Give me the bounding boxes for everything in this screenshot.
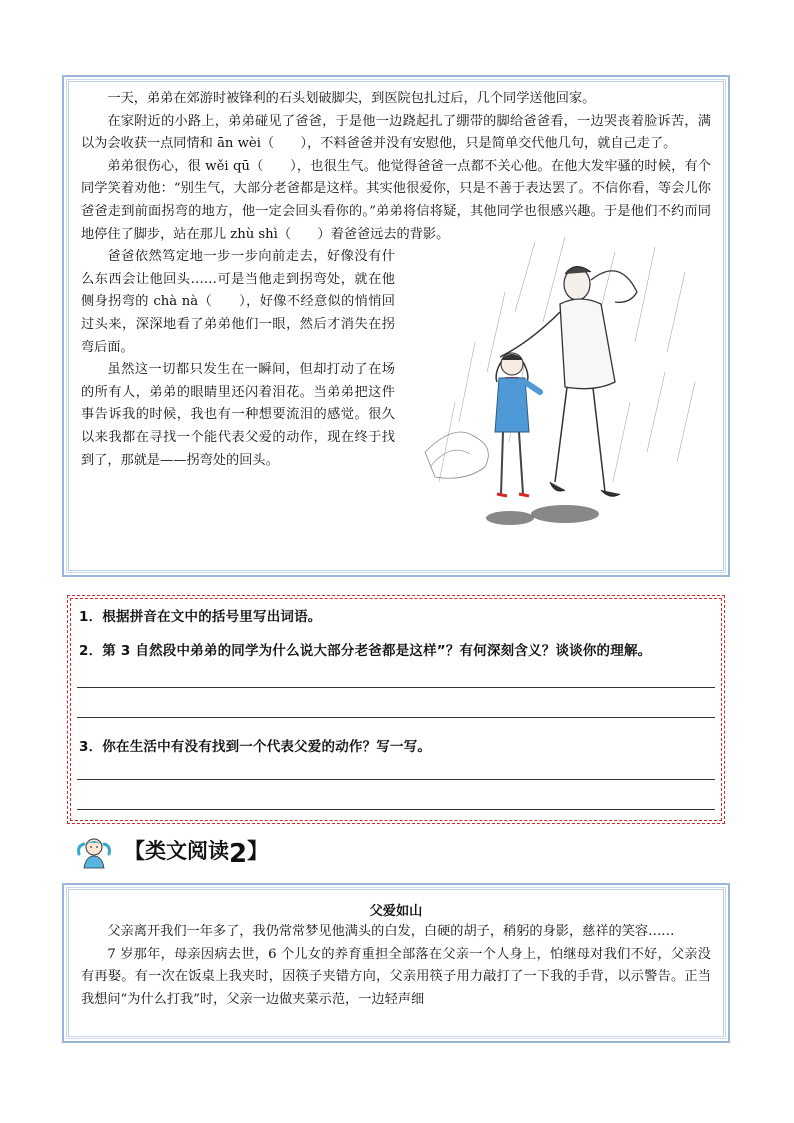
question-3: 3．你在生活中有没有找到一个代表父爱的动作？写一写。 [79, 739, 432, 755]
passage1-paragraph-1: 一天，弟弟在郊游时被锋利的石头划破脚尖，到医院包扎过后，几个同学送他回家。 [107, 91, 596, 106]
answer-line-2a[interactable] [77, 687, 715, 688]
questions-box [70, 598, 722, 821]
passage1-paragraph-2: 在家附近的小路上，弟弟碰见了爸爸，于是他一边跷起扎了绷带的脚给爸爸看，一边哭丧着脸诉苦，满以为会收获一点同情和 ān wèi（ ），不料爸爸并没有安慰他，只是简单交代他几句，就自己走了。 [81, 113, 711, 152]
father-child-illustration [415, 232, 715, 532]
passage-box-2 [62, 883, 730, 1043]
passage-box-1 [62, 75, 730, 577]
passage1-paragraph-5: 虽然这一切都只发生在一瞬间，但却打动了在场的所有人，弟弟的眼睛里还闪着泪花。当弟弟把这件事告诉我的时候，我也有一种想要流泪的感觉。很久以来我都在寻找一个能代表父爱的动作，现在终于找到了，那就是——拐弯处的回头。 [81, 362, 395, 468]
answer-line-3a[interactable] [77, 779, 715, 780]
answer-line-3b[interactable] [77, 809, 715, 810]
student-avatar-icon [72, 834, 116, 870]
passage2-title: 父爱如山 [369, 904, 423, 919]
passage1-paragraph-3: 弟弟很伤心，很 wěi qū（ ），也很生气。他觉得爸爸一点都不关心他。在他大发牢骚的时候，有个同学笑着劝他：“别生气，大部分老爸都是这样。其实他很爱你，只是不善于表达罢了。不信你看，等会儿你爸爸走到前面拐弯的地方，他一定会回头看你的。”弟弟将信将疑，其他同学也很感兴趣。于是他们不约而同地停住了脚步，站在那儿 zhù shì（ ）着爸爸远去的背影。 [81, 158, 711, 242]
section-2-title: 【类文阅读2】 [124, 839, 269, 869]
passage1-paragraph-4: 爸爸依然笃定地一步一步向前走去，好像没有什么东西会让他回头……可是当他走到拐弯处，就在他侧身拐弯的 chà nà（ ），好像不经意似的悄悄回过头来，深深地看了弟弟他们一眼，然后才消失在拐弯后面。 [81, 249, 395, 355]
question-1: 1．根据拼音在文中的括号里写出词语。 [79, 609, 322, 625]
question-2: 2．第 3 自然段中弟弟的同学为什么说大部分老爸都是这样”？有何深刻含义？谈谈你的理解。 [79, 643, 652, 659]
passage-box-2-inner [68, 889, 724, 1037]
passage2-paragraph-2: 7 岁那年，母亲因病去世，6 个儿女的养育重担全部落在父亲一个人身上，怕继母对我们不好，父亲没有再娶。有一次在饭桌上我夹时，因筷子夹错方向，父亲用筷子用力敲打了一下我的手背，以示警告。正当我想问“为什么打我”时，父亲一边做夹菜示范，一边轻声细 [81, 946, 711, 1007]
section-2-header [72, 834, 268, 870]
answer-line-2b[interactable] [77, 717, 715, 718]
passage-box-1-inner [68, 81, 724, 571]
passage2-paragraph-1: 父亲离开我们一年多了，我仍常常梦见他满头的白发，白硬的胡子，稍躬的身影，慈祥的笑容…… [107, 924, 675, 939]
